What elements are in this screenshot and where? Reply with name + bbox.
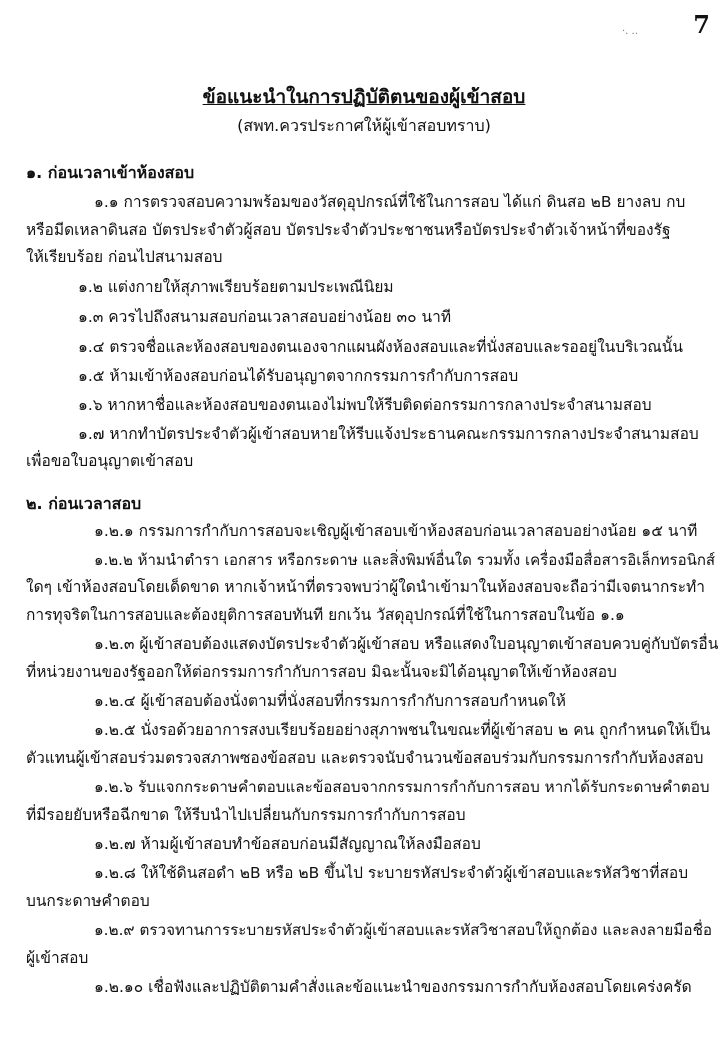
- paragraph-line: ใดๆ เข้าห้องสอบโดยเด็ดขาด หากเจ้าหน้าที่ตรวจพบว่าผู้ใดนำเข้ามาในห้องสอบจะถือว่ามีเจตนากระทำ: [26, 578, 705, 596]
- paragraph-line: ๑.๗ หากทำบัตรประจำตัวผู้เข้าสอบหายให้รีบแจ้งประธานคณะกรรมการกลางประจำสนามสอบ: [78, 425, 699, 443]
- paragraph-line: ๑.๑ การตรวจสอบความพร้อมของวัสดุอุปกรณ์ที่ใช้ในการสอบ ได้แก่ ดินสอ ๒B ยางลบ กบ: [94, 193, 686, 211]
- paragraph-line: ให้เรียบร้อย ก่อนไปสนามสอบ: [26, 248, 223, 266]
- page-number: 7: [693, 10, 710, 39]
- paragraph-line: การทุจริตในการสอบและต้องยุติการสอบทันที ยกเว้น วัสดุอุปกรณ์ที่ใช้ในการสอบในข้อ ๑.๑: [26, 606, 625, 624]
- page-title: ข้อแนะนำในการปฏิบัติตนของผู้เข้าสอบ: [202, 86, 526, 108]
- paragraph-line: ๑.๒.๙ ตรวจทานการระบายรหัสประจำตัวผู้เข้าสอบและรหัสวิชาสอบให้ถูกต้อง และลงลายมือชื่อ: [94, 921, 713, 939]
- paragraph-line: ๑.๒.๗ ห้ามผู้เข้าสอบทำข้อสอบก่อนมีสัญญาณให้ลงมือสอบ: [94, 835, 481, 853]
- paragraph-line: ๑.๔ ตรวจชื่อและห้องสอบของตนเองจากแผนผังห้องสอบและที่นั่งสอบและรออยู่ในบริเวณนั้น: [78, 338, 683, 356]
- paragraph-line: ๑.๒.๔ ผู้เข้าสอบต้องนั่งตามที่นั่งสอบที่กรรมการกำกับการสอบกำหนดให้: [94, 692, 566, 710]
- paragraph-line: ๑.๒.๑ กรรมการกำกับการสอบจะเชิญผู้เข้าสอบเข้าห้องสอบก่อนเวลาสอบอย่างน้อย ๑๕ นาที: [94, 522, 698, 540]
- paragraph-line: ตัวแทนผู้เข้าสอบร่วมตรวจสภาพซองข้อสอบ และตรวจนับจำนวนข้อสอบร่วมกับกรรมการกำกับห้องสอบ: [26, 749, 704, 767]
- paragraph-line: ที่มีรอยยับหรือฉีกขาด ให้รีบนำไปเปลี่ยนกับกรรมการกำกับการสอบ: [26, 806, 466, 824]
- paragraph-line: บนกระดาษคำตอบ: [26, 892, 150, 910]
- section-1-heading: ๑. ก่อนเวลาเข้าห้องสอบ: [26, 163, 195, 182]
- paragraph-line: ๑.๒.๒ ห้ามนำตำรา เอกสาร หรือกระดาษ และสิ่งพิมพ์อื่นใด รวมทั้ง เครื่องมือสื่อสารอิเล็กทรอนิกส์: [94, 551, 716, 569]
- paragraph-line: ๑.๒.๑๐ เชื่อฟังและปฏิบัติตามคำสั่งและข้อแนะนำของกรรมการกำกับห้องสอบโดยเคร่งครัด: [94, 978, 692, 996]
- paragraph-line: หรือมีดเหลาดินสอ บัตรประจำตัวผู้สอบ บัตรประจำตัวประชาชนหรือบัตรประจำตัวเจ้าหน้าที่ของรัฐ: [26, 221, 671, 239]
- paragraph-line: ๑.๓ ควรไปถึงสนามสอบก่อนเวลาสอบอย่างน้อย ๓๐ นาที: [78, 308, 452, 326]
- section-2-heading: ๒. ก่อนเวลาสอบ: [26, 494, 142, 513]
- paragraph-line: ๑.๕ ห้ามเข้าห้องสอบก่อนได้รับอนุญาตจากกรรมการกำกับการสอบ: [78, 367, 519, 385]
- paragraph-line: เพื่อขอใบอนุญาตเข้าสอบ: [26, 452, 194, 470]
- paragraph-line: ๑.๒.๘ ให้ใช้ดินสอดำ ๒B หรือ ๒B ขึ้นไป ระบายรหัสประจำตัวผู้เข้าสอบและรหัสวิชาที่สอบ: [94, 864, 689, 882]
- paragraph-line: ๑.๒.๕ นั่งรอด้วยอาการสงบเรียบร้อยอย่างสุภาพชนในขณะที่ผู้เข้าสอบ ๒ คน ถูกกำหนดให้เป็น: [94, 721, 711, 739]
- paragraph-line: ๑.๒ แต่งกายให้สุภาพเรียบร้อยตามประเพณีนิยม: [78, 278, 394, 296]
- paragraph-line: ๑.๒.๓ ผู้เข้าสอบต้องแสดงบัตรประจำตัวผู้เข้าสอบ หรือแสดงใบอนุญาตเข้าสอบควบคู่กับบัตรอื่น: [94, 635, 719, 653]
- paragraph-line: ที่หน่วยงานของรัฐออกให้ต่อกรรมการกำกับการสอบ มิฉะนั้นจะมิได้อนุญาตให้เข้าห้องสอบ: [26, 663, 617, 681]
- paragraph-line: ผู้เข้าสอบ: [26, 949, 89, 967]
- page-subtitle: (สพท.ควรประกาศให้ผู้เข้าสอบทราบ): [237, 116, 491, 135]
- paragraph-line: ๑.๖ หากหาชื่อและห้องสอบของตนเองไม่พบให้รีบติดต่อกรรมการกลางประจำสนามสอบ: [78, 396, 652, 414]
- paragraph-line: ๑.๒.๖ รับแจกกระดาษคำตอบและข้อสอบจากกรรมการกำกับการสอบ หากได้รับกระดาษคำตอบ: [94, 778, 710, 796]
- corner-mark: ·. ..: [622, 26, 638, 37]
